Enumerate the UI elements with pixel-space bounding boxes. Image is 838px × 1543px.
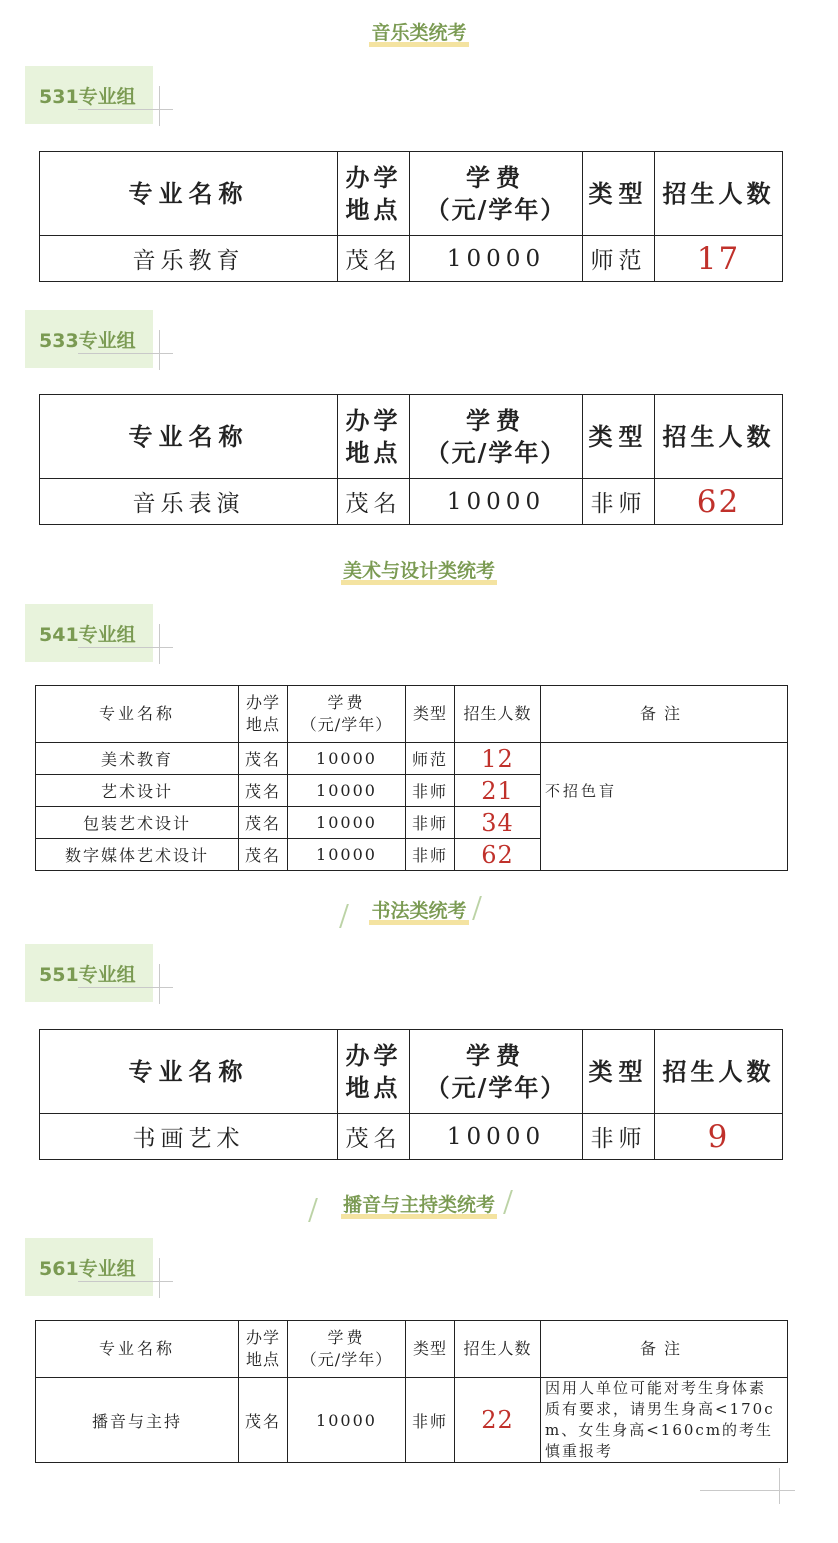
table-group-551 xyxy=(39,1029,783,1160)
group-badge-561 xyxy=(25,1238,153,1296)
cell-fee: 10000 xyxy=(410,1114,583,1160)
decor-corner-line xyxy=(779,1468,780,1504)
header-type: 类型 xyxy=(583,152,655,236)
cell-fee: 10000 xyxy=(410,236,583,282)
table-group-541 xyxy=(35,685,788,871)
header-major: 专业名称 xyxy=(40,152,338,236)
cell-location: 茂名 xyxy=(239,775,288,807)
cell-major: 播音与主持 xyxy=(36,1378,239,1463)
cell-note: 不招色盲 xyxy=(541,743,788,871)
header-count: 招生人数 xyxy=(655,1030,783,1114)
cell-major: 美术教育 xyxy=(36,743,239,775)
table-group-561 xyxy=(35,1320,788,1463)
cell-location: 茂名 xyxy=(338,236,410,282)
header-note: 备注 xyxy=(541,1321,788,1378)
header-fee: 学费 （元/学年） xyxy=(410,152,583,236)
group-badge-541 xyxy=(25,604,153,662)
group-label: 551专业组 xyxy=(39,964,136,986)
table-group-533 xyxy=(39,394,783,525)
header-type: 类型 xyxy=(406,686,455,743)
cell-major: 包装艺术设计 xyxy=(36,807,239,839)
header-count: 招生人数 xyxy=(655,152,783,236)
cell-location: 茂名 xyxy=(239,839,288,871)
cell-major: 书画艺术 xyxy=(40,1114,338,1160)
header-fee: 学费 （元/学年） xyxy=(288,1321,406,1378)
section-title-art-design: 美术与设计类统考 xyxy=(0,556,838,585)
group-label: 541专业组 xyxy=(39,624,136,646)
section-title-calligraphy: 书法类统考 xyxy=(0,896,838,925)
group-label: 533专业组 xyxy=(39,330,136,352)
cell-major: 数字媒体艺术设计 xyxy=(36,839,239,871)
cell-fee: 10000 xyxy=(288,775,406,807)
cell-type: 师范 xyxy=(406,743,455,775)
cell-type: 非师 xyxy=(406,775,455,807)
table-row xyxy=(36,1378,788,1463)
cell-fee: 10000 xyxy=(288,743,406,775)
header-type: 类型 xyxy=(583,395,655,479)
cell-location: 茂名 xyxy=(239,743,288,775)
cell-note: 因用人单位可能对考生身体素质有要求，请男生身高<170cm、女生身高<160cm的考生慎重报考 xyxy=(541,1378,788,1463)
cell-count: 12 xyxy=(455,743,541,775)
header-fee: 学费 （元/学年） xyxy=(288,686,406,743)
cell-fee: 10000 xyxy=(288,1378,406,1463)
cell-fee: 10000 xyxy=(288,839,406,871)
header-note: 备注 xyxy=(541,686,788,743)
cell-type: 非师 xyxy=(406,839,455,871)
cell-count: 17 xyxy=(655,236,783,282)
header-major: 专业名称 xyxy=(40,1030,338,1114)
cell-type: 非师 xyxy=(583,1114,655,1160)
header-count: 招生人数 xyxy=(655,395,783,479)
cell-count: 22 xyxy=(455,1378,541,1463)
table-group-531 xyxy=(39,151,783,282)
cell-count: 62 xyxy=(655,479,783,525)
header-count: 招生人数 xyxy=(455,1321,541,1378)
table-row xyxy=(40,236,783,282)
group-badge-533 xyxy=(25,310,153,368)
header-major: 专业名称 xyxy=(40,395,338,479)
cell-major: 音乐教育 xyxy=(40,236,338,282)
cell-count: 62 xyxy=(455,839,541,871)
group-badge-551 xyxy=(25,944,153,1002)
header-location: 办学地点 xyxy=(338,395,410,479)
header-location: 办学地点 xyxy=(239,1321,288,1378)
header-fee: 学费 （元/学年） xyxy=(410,395,583,479)
cell-count: 9 xyxy=(655,1114,783,1160)
cell-count: 34 xyxy=(455,807,541,839)
cell-major: 艺术设计 xyxy=(36,775,239,807)
decor-corner-line xyxy=(700,1490,795,1491)
header-type: 类型 xyxy=(406,1321,455,1378)
section-title-broadcasting: 播音与主持类统考 xyxy=(0,1190,838,1219)
header-major: 专业名称 xyxy=(36,686,239,743)
cell-location: 茂名 xyxy=(338,1114,410,1160)
group-label: 531专业组 xyxy=(39,86,136,108)
cell-count: 21 xyxy=(455,775,541,807)
section-title-music: 音乐类统考 xyxy=(0,18,838,47)
cell-fee: 10000 xyxy=(288,807,406,839)
group-badge-531 xyxy=(25,66,153,124)
cell-major: 音乐表演 xyxy=(40,479,338,525)
cell-location: 茂名 xyxy=(338,479,410,525)
header-location: 办学地点 xyxy=(338,152,410,236)
table-row xyxy=(36,743,788,775)
cell-type: 非师 xyxy=(406,807,455,839)
table-row xyxy=(40,479,783,525)
cell-type: 师范 xyxy=(583,236,655,282)
header-fee: 学费 （元/学年） xyxy=(410,1030,583,1114)
header-location: 办学地点 xyxy=(338,1030,410,1114)
group-label: 561专业组 xyxy=(39,1258,136,1280)
cell-type: 非师 xyxy=(406,1378,455,1463)
header-location: 办学地点 xyxy=(239,686,288,743)
header-major: 专业名称 xyxy=(36,1321,239,1378)
cell-type: 非师 xyxy=(583,479,655,525)
cell-fee: 10000 xyxy=(410,479,583,525)
cell-location: 茂名 xyxy=(239,807,288,839)
header-type: 类型 xyxy=(583,1030,655,1114)
table-row xyxy=(40,1114,783,1160)
header-count: 招生人数 xyxy=(455,686,541,743)
cell-location: 茂名 xyxy=(239,1378,288,1463)
